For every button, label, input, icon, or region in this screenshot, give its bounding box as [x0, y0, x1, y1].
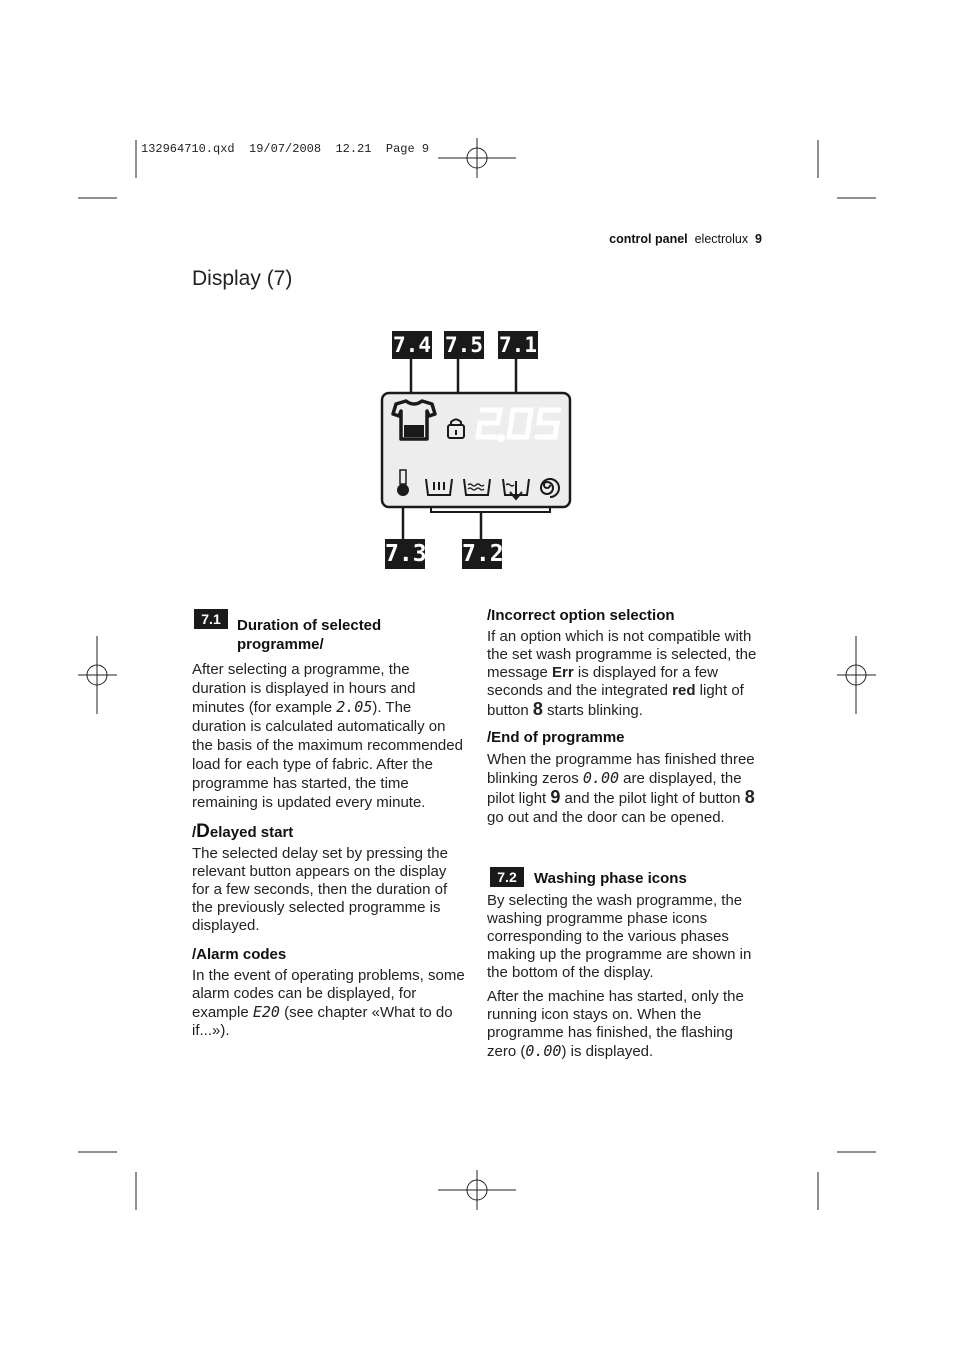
end-text: When the programme has finished three blinking zeros 0.00 are displayed, the pilot light 9 and the pilot light of button 8 go out and the door can be opened.: [487, 751, 755, 826]
slug-page: Page 9: [385, 142, 430, 156]
header-brand: electrolux: [694, 232, 749, 246]
slug-file: 132964710.qxd: [141, 142, 235, 156]
running-icon-text: After the machine has started, only the running icon stays on. When the programme has finished, the flashing zero (0.00) is displayed.: [487, 988, 744, 1060]
phase-icons-text: By selecting the wash programme, the washing programme phase icons corresponding to the various phases making up the programme are shown in the bottom of the display.: [487, 892, 752, 981]
example-205: 2.05: [336, 698, 373, 716]
display-diagram: [370, 355, 590, 545]
shirt-fill: [404, 425, 424, 437]
slug-date: 19/07/2008: [249, 142, 322, 156]
alarm-text: In the event of operating problems, some alarm codes can be displayed, for example E20 (see chapter «What to do if...»).: [192, 967, 465, 1039]
heading-duration: Duration of selected programme/: [237, 617, 382, 653]
registration-mark-bottom: [438, 1170, 516, 1210]
registration-mark-left: [78, 636, 117, 714]
page-title: Display (7): [192, 267, 293, 290]
duration-text: After selecting a programme, the duration is displayed in hours and minutes (for example 2.05). The duration is calculated automatically on the basis of the maximum recommended load for each type of fabric. After the programme has started, the time remaining is updated every minute.: [192, 661, 463, 811]
callout-7-4: 7.4: [393, 333, 431, 357]
header-page-number: 9: [755, 232, 762, 246]
registration-mark-top: [438, 138, 516, 178]
heading-alarm-codes: /Alarm codes: [192, 946, 287, 963]
tag-7-1: 7.1: [194, 609, 228, 629]
example-e20: E20: [252, 1003, 280, 1021]
slug-time: 12.21: [335, 142, 372, 156]
running-header: [609, 232, 762, 246]
heading-delayed-start: /Delayed start: [192, 821, 294, 842]
callout-7-3: 7.3: [385, 541, 427, 567]
callout-7-2: 7.2: [462, 541, 504, 567]
header-section: control panel: [609, 232, 688, 246]
heading-incorrect-option: /Incorrect option selection: [487, 607, 675, 624]
heading-washing-phase-icons: Washing phase icons: [534, 870, 687, 887]
callout-7-1: 7.1: [499, 333, 537, 357]
tag-7-2: 7.2: [490, 867, 524, 887]
registration-mark-right: [837, 636, 876, 714]
delayed-text: The selected delay set by pressing the relevant button appears on the display for a few seconds, then the duration of the previously selected programme is displayed.: [192, 845, 448, 934]
callout-7-5: 7.5: [445, 333, 483, 357]
incorrect-text: If an option which is not compatible with the set wash programme is selected, the message Err is displayed for a few seconds and the integrated red light of button 8 starts blinking.: [487, 628, 757, 719]
heading-end-of-programme: /End of programme: [487, 729, 625, 746]
